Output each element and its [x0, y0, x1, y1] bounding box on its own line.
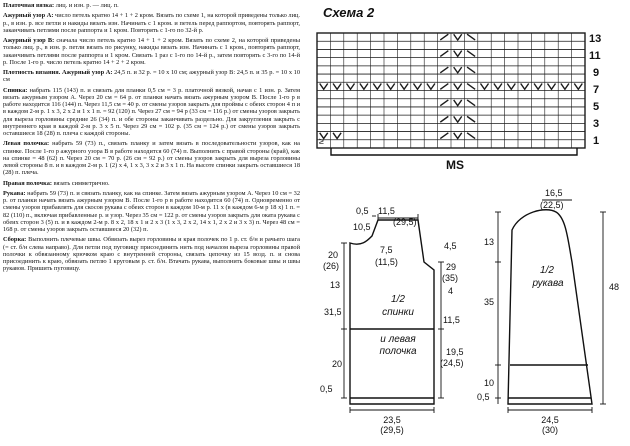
chart-symbol-V [346, 84, 354, 90]
chart-symbol-V [454, 51, 462, 57]
heading-pattern-a: Ажурный узор А: [3, 12, 54, 20]
dim-body-bottom: 0,5 [320, 384, 333, 394]
heading-left-front: Левая полочка: [3, 140, 50, 148]
dim-29: 29 [446, 262, 457, 272]
dim-top: 0,5 [356, 206, 369, 216]
sleeve-cap: 13 [484, 237, 495, 247]
chart-symbol-V [574, 84, 582, 90]
row-number-3: 3 [593, 118, 600, 130]
chart-symbol-back [440, 100, 448, 106]
chart-symbol-V [547, 84, 555, 90]
chart-symbol-fwd [467, 116, 475, 122]
dim-width-23-5: 23,5 [383, 415, 401, 425]
heading-plain-stitch: Платочная вязка: [3, 2, 55, 9]
dim-neck-alt: (29,5) [393, 217, 417, 227]
chart-symbol-fwd [467, 67, 475, 73]
sleeve-label-sleeve: рукава [532, 278, 564, 289]
chart-symbol-V [454, 133, 462, 139]
text-left-front: набрать 59 (73) п., связать планку и затем вязать в последовательности узоров, как на спинке. После 1-го р ажурного узора В в работе находится 60 (74) п. Выполнить с правой стороны (край), как на спинке = 48 (62) п. Через 20 см = 70 р. (26 см = 92 р.) от смены узоров закрыть для выреза горловины левой стороны 8 п. и в каждом 2-м р. 1 (2) х 4, 1 х 3, 3 х 2 и 3 х 1 п. На высоте спинки закрыть оставшиеся 18 (28) п. плеча. [3, 140, 300, 177]
dim-width-24-5: (24,5) [440, 358, 464, 368]
chart-symbol-back [440, 133, 448, 139]
heading-assembly: Сборка: [3, 236, 27, 244]
back-label-front: полочка [379, 346, 417, 357]
chart-symbol-V [373, 84, 381, 90]
heading-pattern-b: Ажурный узор В: [3, 37, 55, 45]
chart-symbol-V [360, 84, 368, 90]
heading-back: Спинка: [3, 86, 28, 94]
chart-symbol-fwd [467, 34, 475, 40]
chart-symbol-V [454, 116, 462, 122]
dim-35-alt: (35) [442, 273, 459, 283]
text-right-front: вязать симметрично. [51, 179, 110, 187]
dim-shoulder: 7,5 [380, 245, 393, 255]
dim-shoulder-alt: (11,5) [375, 257, 398, 267]
chart-symbol-back [440, 34, 448, 40]
heading-sleeves: Рукава: [3, 189, 26, 197]
schema-title: Схема 2 [323, 5, 375, 20]
chart-symbol-V [494, 84, 502, 90]
chart-symbol-V [480, 84, 488, 90]
chart-symbol-V [534, 84, 542, 90]
chart-symbol-back [440, 67, 448, 73]
dim-20: 20 [332, 359, 343, 369]
text-sleeves: набрать 59 (73) п. и связать планку, как на спинке. Затем вязать ажурным узором А. Через 10 см = 32 р. от планки начать вязать ажурным узором В. После 1-го р в работе находится 60 (74) п. Одновременно от смены узоров прибавлять для скосов рукава с обеих сторон в каждом 10-м р. 11 х (в каждом 6-м р 18 х) 1 п. = 82 (110) п., включая прибавленные р. и узор. Через 35 см = 122 р. от смены узоров закрыть для оката рукава с обеих сторон 3 (5) п. и в каждом 2-м р. 8 х 2, 18 х 1 и 2 х 3 (1 х 3, 2 х 2, 14 х 1, 2 х 2 и 3 х 3) п. Через 48 см = 168 р. от смены узоров закрыть оставшиеся 20 (32) п. [3, 189, 300, 233]
chart-symbol-V [400, 84, 408, 90]
chart-symbol-fwd [467, 84, 475, 90]
dim-4-5: 4,5 [444, 241, 457, 251]
chart-symbol-V [427, 84, 435, 90]
text-pattern-a: число петель кратно 14 + 1 + 2 кром. Вязать по схеме 1, на которой приведены только лиц. р., в изн. р. все петли и накиды вязать изн. Начинать с 1 кром. и петель перед раппортом, повторять раппорт, заканчивать петлями после раппорта и 1 кром. Повторять с 1-го по 32-й р. [3, 12, 300, 34]
chart-grid [317, 33, 585, 148]
dim-width-29-5: (29,5) [380, 425, 404, 435]
chart-symbol-edge: ≥ [319, 136, 324, 146]
chart-symbol-V [561, 84, 569, 90]
chart-symbol-V [320, 84, 328, 90]
chart-symbol-back [440, 51, 448, 57]
dim-side-20: 20 [328, 250, 339, 260]
chart-symbol-V [454, 67, 462, 73]
chart-symbol-V [333, 84, 341, 90]
rapport-bracket [331, 148, 577, 155]
sleeve-width-alt: (30) [541, 425, 559, 435]
sleeve-label-half: 1/2 [540, 265, 554, 276]
row-number-5: 5 [593, 101, 600, 113]
chart-symbol-V [333, 133, 341, 139]
dim-width-19-5: 19,5 [446, 347, 464, 357]
heading-right-front: Правая полочка: [3, 179, 52, 187]
chart-symbol-V [454, 34, 462, 40]
dim-side-26: (26) [323, 261, 340, 271]
sleeve-cuff-height: 10 [484, 378, 495, 388]
heading-density: Плотность вязания. Ажурный узор А: [3, 69, 113, 77]
text-pattern-b: сначала число петель кратно 14 + 1 + 2 кром. Вязать по схеме 2, на которой приведены только лиц. р., в изн. р. петли вязать по рисунку, накиды вязать изн. Начинать с 1 кром., повторять раппорт, заканчивать петлями после раппорта и 1 кром. Связать 1 раз с 1-го по 14-й р., затем повторять с 3-го по 14-й р. После 1-го р. число петель кратно 14 + 2 + 2 кром. [3, 37, 300, 66]
sleeve-top-alt: (22,5) [540, 200, 564, 210]
text-plain-stitch: лиц. и изн. р. — лиц. п. [54, 2, 119, 9]
dim-depth-4: 4 [448, 286, 454, 296]
chart-symbol-V [454, 100, 462, 106]
chart-symbol-fwd [467, 51, 475, 57]
row-number-11: 11 [589, 50, 601, 62]
sleeve-total: 48 [609, 282, 620, 292]
sleeve-top: 16,5 [545, 188, 563, 198]
chart-symbol-V [454, 84, 462, 90]
dim-31-5: 31,5 [324, 307, 342, 317]
sleeve-outline [508, 210, 592, 404]
dim-13: 13 [330, 280, 341, 290]
dim-neck: 11,5 [378, 206, 395, 216]
chart-symbol-V [507, 84, 515, 90]
row-number-7: 7 [593, 84, 600, 96]
row-number-13: 13 [589, 33, 602, 45]
sleeve-length: 35 [484, 297, 495, 307]
dim-back-half: 10,5 [353, 222, 371, 232]
chart-symbol-V [387, 84, 395, 90]
back-label-half: 1/2 [391, 294, 405, 305]
text-density: 24,5 п. и 32 р. = 10 х 10 см; ажурный узор В: 24,5 п. и 35 р. = 10 х 10 см [3, 69, 300, 84]
back-label-and-left: и левая [380, 334, 416, 345]
chart-symbol-back [440, 116, 448, 122]
chart-symbol-V [521, 84, 529, 90]
chart-symbol-fwd [467, 133, 475, 139]
sleeve-pattern [508, 210, 592, 404]
chart-symbol-back [440, 84, 448, 90]
chart-symbol-fwd [467, 100, 475, 106]
sleeve-bottom: 0,5 [477, 392, 490, 402]
chart-symbol-V [413, 84, 421, 90]
row-number-9: 9 [593, 67, 600, 79]
dim-11-5: 11,5 [443, 315, 460, 325]
row-number-1: 1 [593, 135, 600, 147]
sleeve-width: 24,5 [541, 415, 559, 425]
text-assembly: Выполнить плечевые швы. Обвязать вырез горловины и края полочек по 1 р. ст. б/н и рачьего шага (= ст. б/н слева направо). Для петли под пуговицу присоединить нить под началом выреза горловины правой полочки к обвязанному крючком краю с внутренней стороны, связать цепочку из 15 возд. п. и снова присоединить к краю, обвязать петлю 1 круговым р. ст. б/н. Втачать рукава, выполнить боковые швы и швы рукавов. Пришить пуговицу. [3, 236, 300, 273]
rapport-label: MS [446, 158, 464, 172]
text-back: набрать 115 (143) п. и связать для планки 0,5 см = 3 р. платочной вязкой, начав с 1 изн. р. Затем вязать ажурным узором А. Через 20 см = 64 р. от планки начать вязать ажурным узором В. После 1-го р в работе находится 116 (144) п. Через 11,5 см = 40 р. от смены узоров закрыть для проймы с обеих сторон 4 п и в каждом 2-м р. 1 х 3, 2 х 2 и 1 х 1 п. = 92 (120) п. Через 27 см = 94 р (33 см = 116 р.) от смены узоров закрыть для выреза горловины средние 26 (34) п. и обе стороны заканчивать раздельно. Для закругления закрыть с внутреннего края в каждой 2-м р. 3 х 5 п. Через 29 см = 102 р. (35 см = 124 р.) от смены узоров закрыть оставшиеся 18 (28) п. плеча с каждой стороны. [3, 86, 300, 137]
back-label-back: спинки [382, 307, 414, 318]
